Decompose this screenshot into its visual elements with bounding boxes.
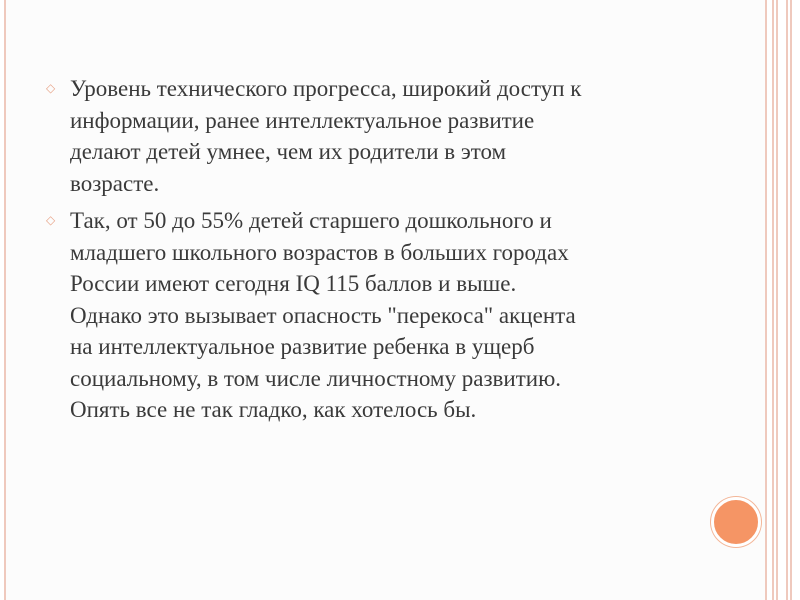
bullet-text: Так, от 50 до 55% детей старшего дошкольного и младшего школьного возрастов в больших городах России имеют сегодня IQ 115 баллов и выше. Однако это вызывает опасность "перекоса" акцента на интеллектуальное развитие ребенка в ущерб социальному, в том числе личностному развитию. Опять все не так гладко, как хотелось бы.: [70, 208, 576, 422]
decorative-circle-icon: [711, 497, 761, 547]
bullet-text: Уровень технического прогресса, широкий доступ к информации, ранее интеллектуальное развитие делают детей умнее, чем их родители в этом возрасте.: [70, 76, 582, 196]
decorative-line: [786, 0, 788, 600]
diamond-bullet-icon: ◇: [46, 81, 56, 95]
decorative-line: [776, 0, 778, 600]
slide-content: [46, 73, 686, 432]
bullet-item: [46, 205, 686, 426]
decorative-line: [790, 0, 792, 600]
decorative-line: [772, 0, 774, 600]
bullet-item: [46, 73, 686, 199]
diamond-bullet-icon: ◇: [46, 213, 56, 227]
